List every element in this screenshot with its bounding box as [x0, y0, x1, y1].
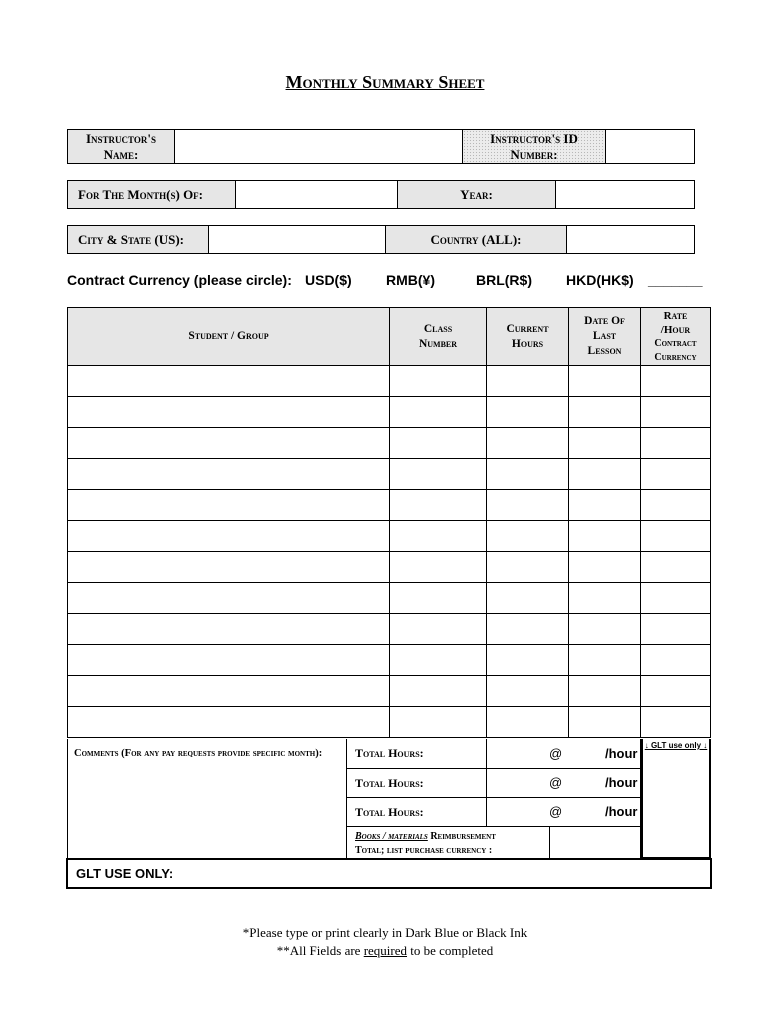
rate-cell[interactable]: [641, 366, 711, 397]
footer-line-2: **All Fields are required to be completed: [276, 943, 494, 958]
current-hours-cell[interactable]: [487, 552, 569, 583]
student-cell[interactable]: [68, 614, 390, 645]
country-field[interactable]: [566, 225, 695, 254]
month-label: For The Month(s) Of:: [67, 180, 236, 209]
rate-cell[interactable]: [641, 707, 711, 738]
footer-line-1: *Please type or print clearly in Dark Blue or Black Ink: [242, 925, 528, 940]
class-number-cell[interactable]: [390, 552, 487, 583]
rate-cell[interactable]: [641, 459, 711, 490]
at-symbol: @: [549, 775, 563, 790]
current-hours-cell[interactable]: [487, 397, 569, 428]
student-cell[interactable]: [68, 490, 390, 521]
class-number-cell[interactable]: [390, 583, 487, 614]
date-cell[interactable]: [569, 397, 641, 428]
table-row: [68, 366, 711, 397]
student-cell[interactable]: [68, 397, 390, 428]
currency-option-usd[interactable]: USD($): [305, 272, 352, 288]
date-cell[interactable]: [569, 459, 641, 490]
class-number-cell[interactable]: [390, 397, 487, 428]
month-field[interactable]: [235, 180, 398, 209]
current-hours-cell[interactable]: [487, 614, 569, 645]
instructor-name-field[interactable]: [174, 129, 463, 164]
per-hour-text: /hour: [605, 746, 638, 761]
current-hours-cell[interactable]: [487, 366, 569, 397]
city-state-field[interactable]: [208, 225, 386, 254]
comments-label: Comments (For any pay requests provide specific month):: [74, 748, 323, 759]
books-reimbursement-label: Books / materials Reimbursement Total; list purchase currency :: [346, 826, 550, 859]
at-symbol: @: [549, 746, 563, 761]
instructor-name-label: Instructor's Name:: [67, 129, 175, 164]
rate-cell[interactable]: [641, 521, 711, 552]
country-label: Country (ALL):: [385, 225, 567, 254]
table-row: [68, 459, 711, 490]
table-row: [68, 428, 711, 459]
date-cell[interactable]: [569, 583, 641, 614]
total-hours-field-3[interactable]: [486, 797, 641, 827]
header-student-group: Student / Group: [68, 308, 390, 366]
rate-cell[interactable]: [641, 552, 711, 583]
table-row: [68, 521, 711, 552]
table-row: [68, 397, 711, 428]
rate-cell[interactable]: [641, 676, 711, 707]
rate-cell[interactable]: [641, 645, 711, 676]
page-title: Monthly Summary Sheet: [285, 72, 485, 92]
per-hour-text: /hour: [605, 775, 638, 790]
student-cell[interactable]: [68, 676, 390, 707]
comments-box[interactable]: [67, 739, 347, 859]
class-number-cell[interactable]: [390, 459, 487, 490]
table-row: [68, 552, 711, 583]
instructor-id-label: Instructor's ID Number:: [462, 129, 606, 164]
header-rate-per-hour: Rate /Hour Contract Currency: [641, 308, 711, 366]
total-hours-field-1[interactable]: [486, 739, 641, 769]
date-cell[interactable]: [569, 490, 641, 521]
date-cell[interactable]: [569, 552, 641, 583]
student-cell[interactable]: [68, 459, 390, 490]
glt-use-only-box: GLT USE ONLY:: [66, 858, 712, 889]
total-hours-label-3: Total Hours:: [346, 797, 487, 827]
per-hour-text: /hour: [605, 804, 638, 819]
current-hours-cell[interactable]: [487, 428, 569, 459]
class-number-cell[interactable]: [390, 645, 487, 676]
glt-use-only-note: ↓ GLT use only ↓: [644, 741, 708, 750]
instructor-id-field[interactable]: [605, 129, 695, 164]
class-number-cell[interactable]: [390, 676, 487, 707]
date-cell[interactable]: [569, 676, 641, 707]
current-hours-cell[interactable]: [487, 676, 569, 707]
table-row: [68, 583, 711, 614]
table-row: [68, 614, 711, 645]
student-cell[interactable]: [68, 583, 390, 614]
lesson-table: [67, 307, 711, 738]
student-cell[interactable]: [68, 552, 390, 583]
header-class-number: Class Number: [390, 308, 487, 366]
table-row: [68, 645, 711, 676]
date-cell[interactable]: [569, 366, 641, 397]
currency-option-brl[interactable]: BRL(R$): [476, 272, 532, 288]
current-hours-cell[interactable]: [487, 490, 569, 521]
year-field[interactable]: [555, 180, 695, 209]
current-hours-cell[interactable]: [487, 645, 569, 676]
date-cell[interactable]: [569, 707, 641, 738]
rate-cell[interactable]: [641, 583, 711, 614]
total-hours-field-2[interactable]: [486, 768, 641, 798]
table-row: [68, 676, 711, 707]
header-current-hours: Current Hours: [487, 308, 569, 366]
books-reimbursement-field[interactable]: [549, 826, 641, 859]
class-number-cell[interactable]: [390, 490, 487, 521]
class-number-cell[interactable]: [390, 707, 487, 738]
class-number-cell[interactable]: [390, 428, 487, 459]
class-number-cell[interactable]: [390, 614, 487, 645]
rate-cell[interactable]: [641, 397, 711, 428]
student-cell[interactable]: [68, 521, 390, 552]
header-date-of-last-lesson: Date Of Last Lesson: [569, 308, 641, 366]
student-cell[interactable]: [68, 366, 390, 397]
student-cell[interactable]: [68, 428, 390, 459]
current-hours-cell[interactable]: [487, 459, 569, 490]
total-hours-label-1: Total Hours:: [346, 739, 487, 769]
currency-label: Contract Currency (please circle):: [67, 272, 292, 288]
class-number-cell[interactable]: [390, 366, 487, 397]
current-hours-cell[interactable]: [487, 521, 569, 552]
currency-other-blank[interactable]: _______: [648, 272, 703, 288]
currency-option-rmb[interactable]: RMB(¥): [386, 272, 435, 288]
current-hours-cell[interactable]: [487, 707, 569, 738]
at-symbol: @: [549, 804, 563, 819]
class-number-cell[interactable]: [390, 521, 487, 552]
date-cell[interactable]: [569, 645, 641, 676]
date-cell[interactable]: [569, 614, 641, 645]
student-cell[interactable]: [68, 645, 390, 676]
city-state-label: City & State (US):: [67, 225, 209, 254]
table-row: [68, 490, 711, 521]
date-cell[interactable]: [569, 428, 641, 459]
student-cell[interactable]: [68, 707, 390, 738]
current-hours-cell[interactable]: [487, 583, 569, 614]
date-cell[interactable]: [569, 521, 641, 552]
table-row: [68, 707, 711, 738]
rate-cell[interactable]: [641, 428, 711, 459]
currency-option-hkd[interactable]: HKD(HK$): [566, 272, 634, 288]
rate-cell[interactable]: [641, 614, 711, 645]
total-hours-label-2: Total Hours:: [346, 768, 487, 798]
year-label: Year:: [397, 180, 556, 209]
rate-cell[interactable]: [641, 490, 711, 521]
glt-use-only-column: [641, 739, 711, 859]
